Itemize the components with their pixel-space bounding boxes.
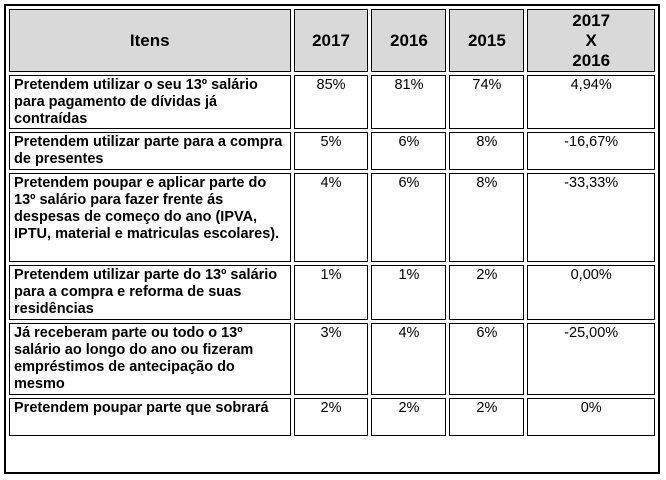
header-2015: 2015: [449, 9, 524, 72]
value-2016-cell: 4%: [371, 323, 446, 395]
value-2015-cell: 8%: [449, 132, 524, 170]
item-cell: Já receberam parte ou todo o 13º salário ao longo do ano ou fizeram empréstimos de antecipação do mesmo: [9, 323, 291, 395]
value-2017-cell: 3%: [294, 323, 369, 395]
table-row: [9, 265, 655, 320]
value-2015-cell: 2%: [449, 265, 524, 320]
value-2017-cell: 1%: [294, 265, 369, 320]
header-row: [9, 9, 655, 72]
change-cell: -16,67%: [527, 132, 655, 170]
value-2016-cell: 2%: [371, 398, 446, 436]
header-compare-line-3: 2016: [572, 51, 611, 70]
value-2017-cell: 4%: [294, 173, 369, 262]
value-2016-cell: 81%: [371, 75, 446, 129]
header-compare: [527, 9, 655, 72]
header-2017: 2017: [294, 9, 369, 72]
value-2015-cell: 8%: [449, 173, 524, 262]
change-cell: 4,94%: [527, 75, 655, 129]
change-cell: 0%: [527, 398, 655, 436]
header-compare-line-2: X: [585, 31, 597, 50]
table-row: [9, 75, 655, 129]
value-2017-cell: 85%: [294, 75, 369, 129]
item-cell: Pretendem utilizar o seu 13º salário para pagamento de dívidas já contraídas: [9, 75, 291, 129]
change-cell: 0,00%: [527, 265, 655, 320]
change-cell: -25,00%: [527, 323, 655, 395]
value-2015-cell: 6%: [449, 323, 524, 395]
value-2016-cell: 6%: [371, 173, 446, 262]
table-row: [9, 173, 655, 262]
table-row: [9, 132, 655, 170]
item-cell: Pretendem utilizar parte para a compra de presentes: [9, 132, 291, 170]
item-cell: Pretendem poupar parte que sobrará: [9, 398, 291, 436]
survey-table: [6, 6, 658, 439]
change-cell: -33,33%: [527, 173, 655, 262]
item-cell: Pretendem utilizar parte do 13º salário para a compra e reforma de suas residências: [9, 265, 291, 320]
value-2017-cell: 2%: [294, 398, 369, 436]
value-2016-cell: 6%: [371, 132, 446, 170]
value-2017-cell: 5%: [294, 132, 369, 170]
item-cell: Pretendem poupar e aplicar parte do 13º salário para fazer frente ás despesas de começo do ano (IPVA, IPTU, material e matriculas escolares).: [9, 173, 291, 262]
table-row: [9, 398, 655, 436]
value-2016-cell: 1%: [371, 265, 446, 320]
table-frame: [4, 4, 660, 474]
header-compare-line-1: 2017: [572, 11, 611, 30]
header-items: Itens: [9, 9, 291, 72]
value-2015-cell: 2%: [449, 398, 524, 436]
header-2016: 2016: [371, 9, 446, 72]
table-row: [9, 323, 655, 395]
value-2015-cell: 74%: [449, 75, 524, 129]
